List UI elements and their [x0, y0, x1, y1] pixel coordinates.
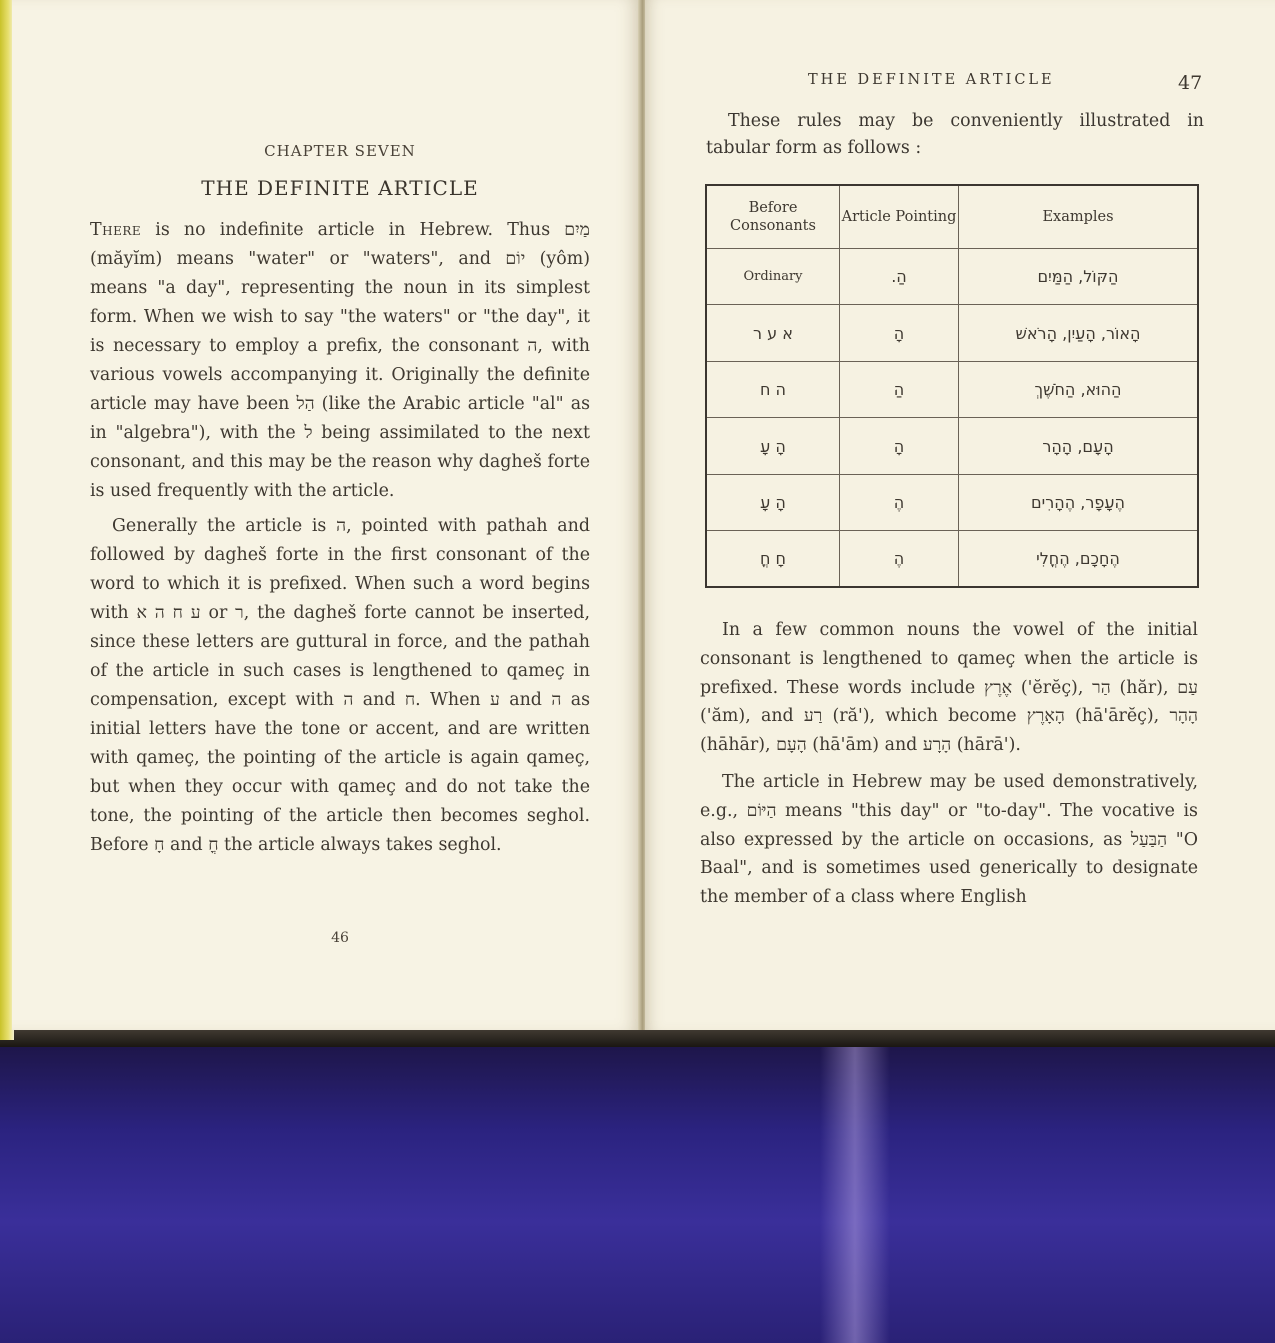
table-row: [707, 361, 1197, 417]
chapter-title: THE DEFINITE ARTICLE: [201, 176, 479, 200]
cell-pointing: הַ: [840, 361, 959, 417]
cell-examples: הֶעָפָר, הֶהָרִים: [959, 474, 1198, 530]
table-row: [707, 305, 1197, 361]
cell-examples: הַהוּא, הַחֹשֶׁךְ: [959, 361, 1198, 417]
header-examples: Examples: [959, 186, 1198, 249]
paragraph-text: is no indefinite article in Hebrew. Thus מַיִם (măyĭm) means "water" or "waters", and יוֹם (yôm) means "a day", representing the noun in its simplest form. When we wish to say "the waters" or "the day", it is necessary to employ a prefix, the consonant ה, with various vowels accompanying it. Originally the definite article may have been הַל (like the Arabic article "al" as in "algebra"), with the ל being assimilated to the next consonant, and this may be the reason why dagheš forte is used frequently with the article.: [90, 220, 590, 501]
header-article-pointing: Article Pointing: [840, 186, 959, 249]
cell-before: הָ עָ: [707, 474, 840, 530]
page-number-right: 47: [1178, 72, 1203, 94]
cell-examples: הָאוֹר, הָעַיִן, הָרֹאשׁ: [959, 305, 1198, 361]
table-row: [707, 249, 1197, 305]
light-glare: [820, 1040, 890, 1343]
right-paragraph-2: The article in Hebrew may be used demonstratively, e.g., הַיּוֹם means "this day" or "to-day". The vocative is also expressed by the article on occasions, as הַבַּעַל "O Baal", and is sometimes used generically to designate the member of a class where English: [700, 771, 1198, 908]
table-row: [707, 418, 1197, 474]
chapter-label: CHAPTER SEVEN: [264, 142, 416, 160]
header-before-consonants: Before Consonants: [707, 186, 840, 249]
cell-pointing: הָ: [840, 418, 959, 474]
cell-examples: הָעָם, הָהָר: [959, 418, 1198, 474]
table-row: [707, 474, 1197, 530]
cell-examples: הֶחָכָם, הֶחֳלִי: [959, 531, 1198, 586]
cell-pointing: הֶ: [840, 531, 959, 586]
cell-before: חָ חֳ: [707, 531, 840, 586]
table-row: [707, 531, 1197, 586]
cell-pointing: הָ: [840, 305, 959, 361]
table-header-row: [707, 186, 1197, 249]
left-paragraph-2: Generally the article is ה, pointed with pathah and followed by dagheš forte in the first consonant of the word to which it is prefixed. When such a word begins with ע ח ה א or ר, the dagheš forte cannot be inserted, since these letters are guttural in force, and the pathah of the article in such cases is lengthened to qameç in compensation, except with ה and ח. When ע and ה as initial letters have the tone or accent, and are written with qameç, the pointing of the article is again qameç, but when they occur with qameç and do not take the tone, the pointing of the article then becomes seghol. Before חָ and חֳ the article always takes seghol.: [90, 516, 590, 855]
page-number-left: 46: [331, 930, 349, 946]
table-intro: These rules may be conveniently illustrated in tabular form as follows :: [706, 111, 1204, 158]
cell-pointing: הַ.: [840, 249, 959, 305]
cell-examples: הַקּוֹל, הַמַּיִם: [959, 249, 1198, 305]
cell-before: ה ח: [707, 361, 840, 417]
cell-before: הָ עָ: [707, 418, 840, 474]
right-body-text: [700, 616, 1198, 912]
article-rules-table: [705, 184, 1199, 588]
right-paragraph-1: In a few common nouns the vowel of the initial consonant is lengthened to qameç when the article is prefixed. These words include אֶרֶץ ('ĕrĕç), הַר (hăr), עַם ('ăm), and רַע (ră'), which become הָאָרֶץ (hā'ārĕç), הָהָר (hāhār), הָעָם (hā'ām) and הָרָע (hārā').: [700, 620, 1199, 756]
left-body-text: [90, 216, 590, 860]
left-paragraph-1: [90, 216, 590, 506]
cell-pointing: הֶ: [840, 474, 959, 530]
book-cover: [0, 1040, 1275, 1343]
paragraph-lead-word: There: [90, 220, 142, 240]
cell-before: א ע ר: [707, 305, 840, 361]
cell-before: Ordinary: [707, 249, 840, 305]
running-head: THE DEFINITE ARTICLE: [808, 72, 1055, 88]
